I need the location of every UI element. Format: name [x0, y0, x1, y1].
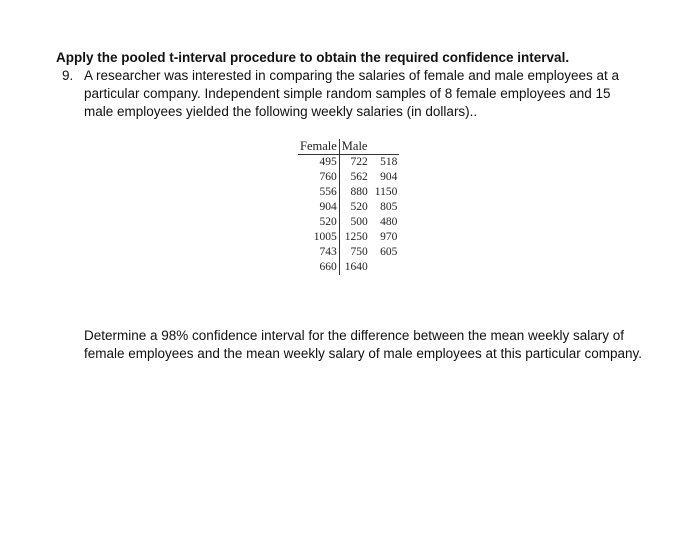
- male-salary-cell: 520: [350, 201, 368, 213]
- male-salary-cell: 605: [380, 246, 398, 258]
- female-salary-cell: 660: [298, 260, 339, 275]
- male-salary-cell: 1640: [344, 261, 368, 273]
- table-row: [298, 245, 399, 260]
- table-header-row: [298, 139, 399, 155]
- female-salary-cell: 556: [298, 185, 339, 200]
- table-row: [298, 200, 399, 215]
- male-salary-cell: 722: [350, 156, 368, 168]
- female-salary-cell: 743: [298, 245, 339, 260]
- male-column-header: Male: [339, 139, 399, 155]
- male-salary-cell: 480: [380, 216, 398, 228]
- task-prompt: Determine a 98% confidence interval for the difference between the mean weekly salary of female employees and the mean weekly salary of male employees at this particular company.: [84, 328, 643, 361]
- male-salary-cell: 805: [380, 201, 398, 213]
- question-block: [62, 67, 622, 121]
- female-column-header: Female: [298, 139, 339, 155]
- male-salary-cell: 880: [350, 186, 368, 198]
- table-row: [298, 230, 399, 245]
- female-salary-cell: 1005: [298, 230, 339, 245]
- table-row: [298, 185, 399, 200]
- question-text: A researcher was interested in comparing the salaries of female and male employees at a particular company. Independent simple random samples of 8 female employees and 15 male employees yielded the following weekly salaries (in dollars)..: [84, 68, 620, 119]
- table-row: [298, 170, 399, 185]
- male-salary-cell: 904: [380, 171, 398, 183]
- table-row: [298, 260, 399, 275]
- female-salary-cell: 760: [298, 170, 339, 185]
- salary-table: [298, 139, 399, 275]
- male-salary-cell: 970: [380, 231, 398, 243]
- male-salary-cell: 518: [380, 156, 398, 168]
- table-row: [298, 155, 399, 171]
- male-salary-cell: 562: [350, 171, 368, 183]
- instruction-heading: Apply the pooled t-interval procedure to obtain the required confidence interval.: [56, 50, 570, 65]
- male-salary-cell: 1150: [374, 186, 398, 198]
- female-salary-cell: 520: [298, 215, 339, 230]
- question-number: 9.: [62, 68, 74, 83]
- male-salary-cell: 750: [350, 246, 368, 258]
- table-row: [298, 215, 399, 230]
- female-salary-cell: 495: [298, 155, 339, 171]
- male-salary-cell: 1250: [344, 231, 368, 243]
- male-salary-cell: 500: [350, 216, 368, 228]
- male-salary-cell: [370, 260, 400, 275]
- female-salary-cell: 904: [298, 200, 339, 215]
